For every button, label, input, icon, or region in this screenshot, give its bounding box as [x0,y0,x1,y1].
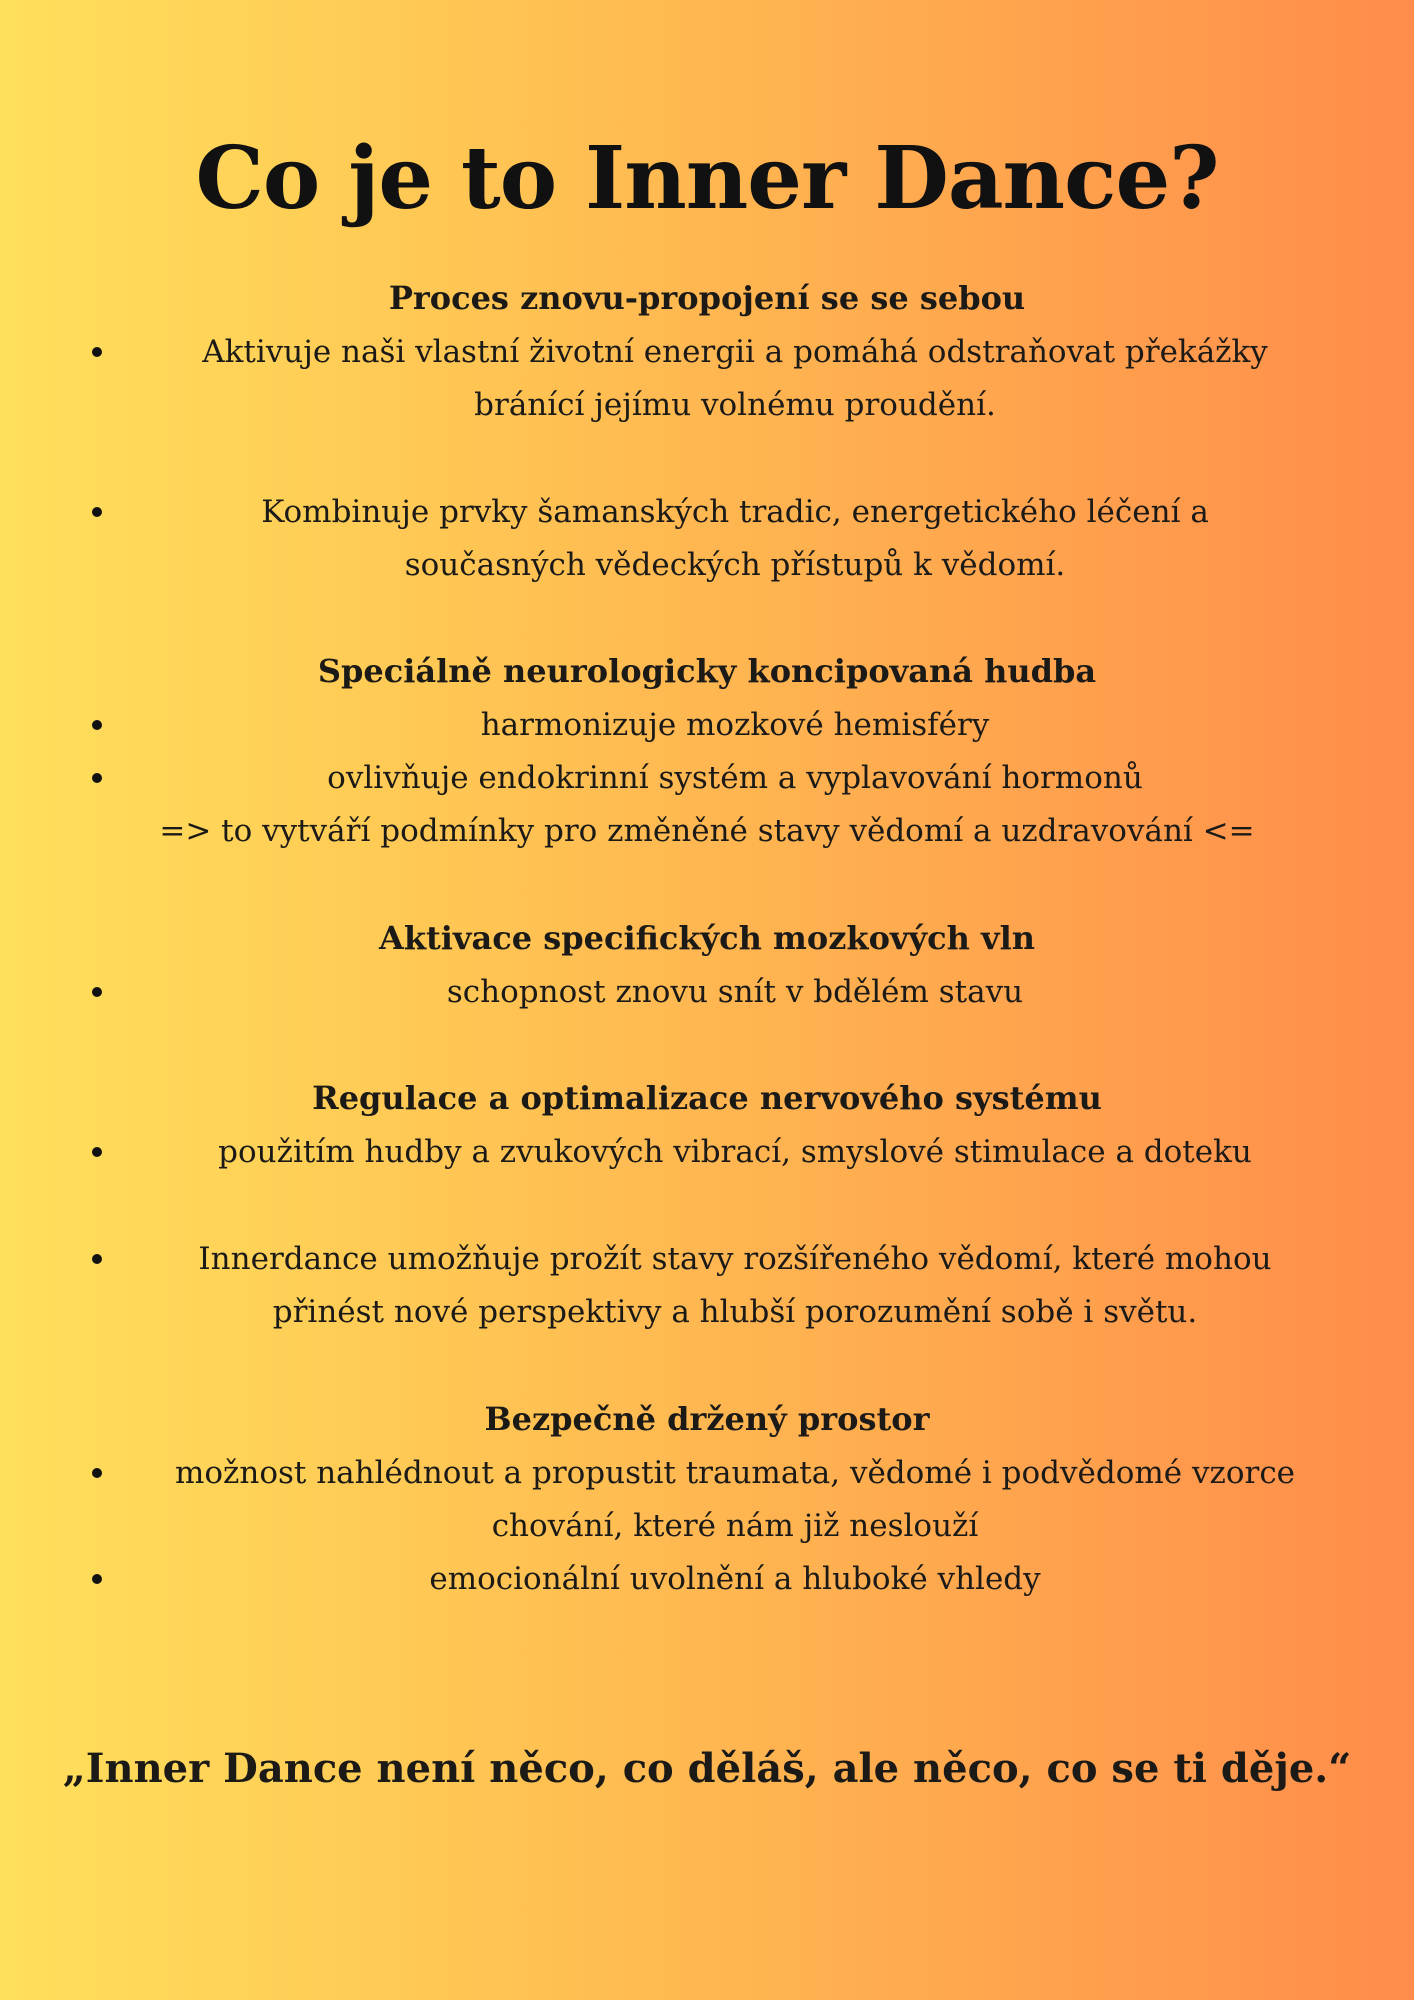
bullet-icon [88,1250,108,1270]
section-heading: Proces znovu-propojení se se sebou [388,279,1026,317]
closing-quote: „Inner Dance není něco, co děláš, ale něco, co se ti děje.“ [62,1745,1352,1792]
list-item-line: emocionální uvolnění a hluboké vhledy [429,1561,1041,1597]
list-item-line: možnost nahlédnout a propustit traumata, vědomé i podvědomé vzorce [174,1455,1296,1491]
page-title: Co je to Inner Dance? [195,127,1219,229]
list-item-line: ovlivňuje endokrinní systém a vyplavování hormonů [327,760,1143,796]
list-item-line: harmonizuje mozkové hemisféry [480,707,990,743]
list-item-line: Kombinuje prvky šamanských tradic, energetického léčení a [261,494,1209,530]
list-item-line: přinést nové perspektivy a hlubší porozumění sobě i světu. [272,1294,1198,1330]
list-item-line: Aktivuje naši vlastní životní energii a pomáhá odstraňovat překážky [202,334,1268,370]
list-item-line: současných vědeckých přístupů k vědomí. [404,547,1066,583]
bullet-icon [88,769,108,789]
list-item-line: Innerdance umožňuje prožít stavy rozšířeného vědomí, které mohou [198,1241,1272,1277]
list-item-line: použitím hudby a zvukových vibrací, smyslové stimulace a doteku [218,1134,1252,1170]
section-heading: Bezpečně držený prostor [484,1400,930,1438]
list-item-line: bránící jejímu volnému proudění. [474,387,996,423]
bullet-icon [88,1143,108,1163]
bullet-icon [88,1464,108,1484]
section-heading: Speciálně neurologicky koncipovaná hudba [317,652,1097,690]
bullet-icon [88,716,108,736]
bullet-icon [88,343,108,363]
bullet-icon [88,983,108,1003]
bullet-icon [88,1570,108,1590]
list-item-line: schopnost znovu snít v bdělém stavu [446,974,1024,1010]
section-note: => to vytváří podmínky pro změněné stavy vědomí a uzdravování <= [159,813,1255,849]
section-heading: Regulace a optimalizace nervového systému [312,1079,1102,1117]
list-item-line: chování, které nám již neslouží [491,1508,979,1544]
bullet-icon [88,503,108,523]
section-heading: Aktivace specifických mozkových vln [378,919,1036,957]
